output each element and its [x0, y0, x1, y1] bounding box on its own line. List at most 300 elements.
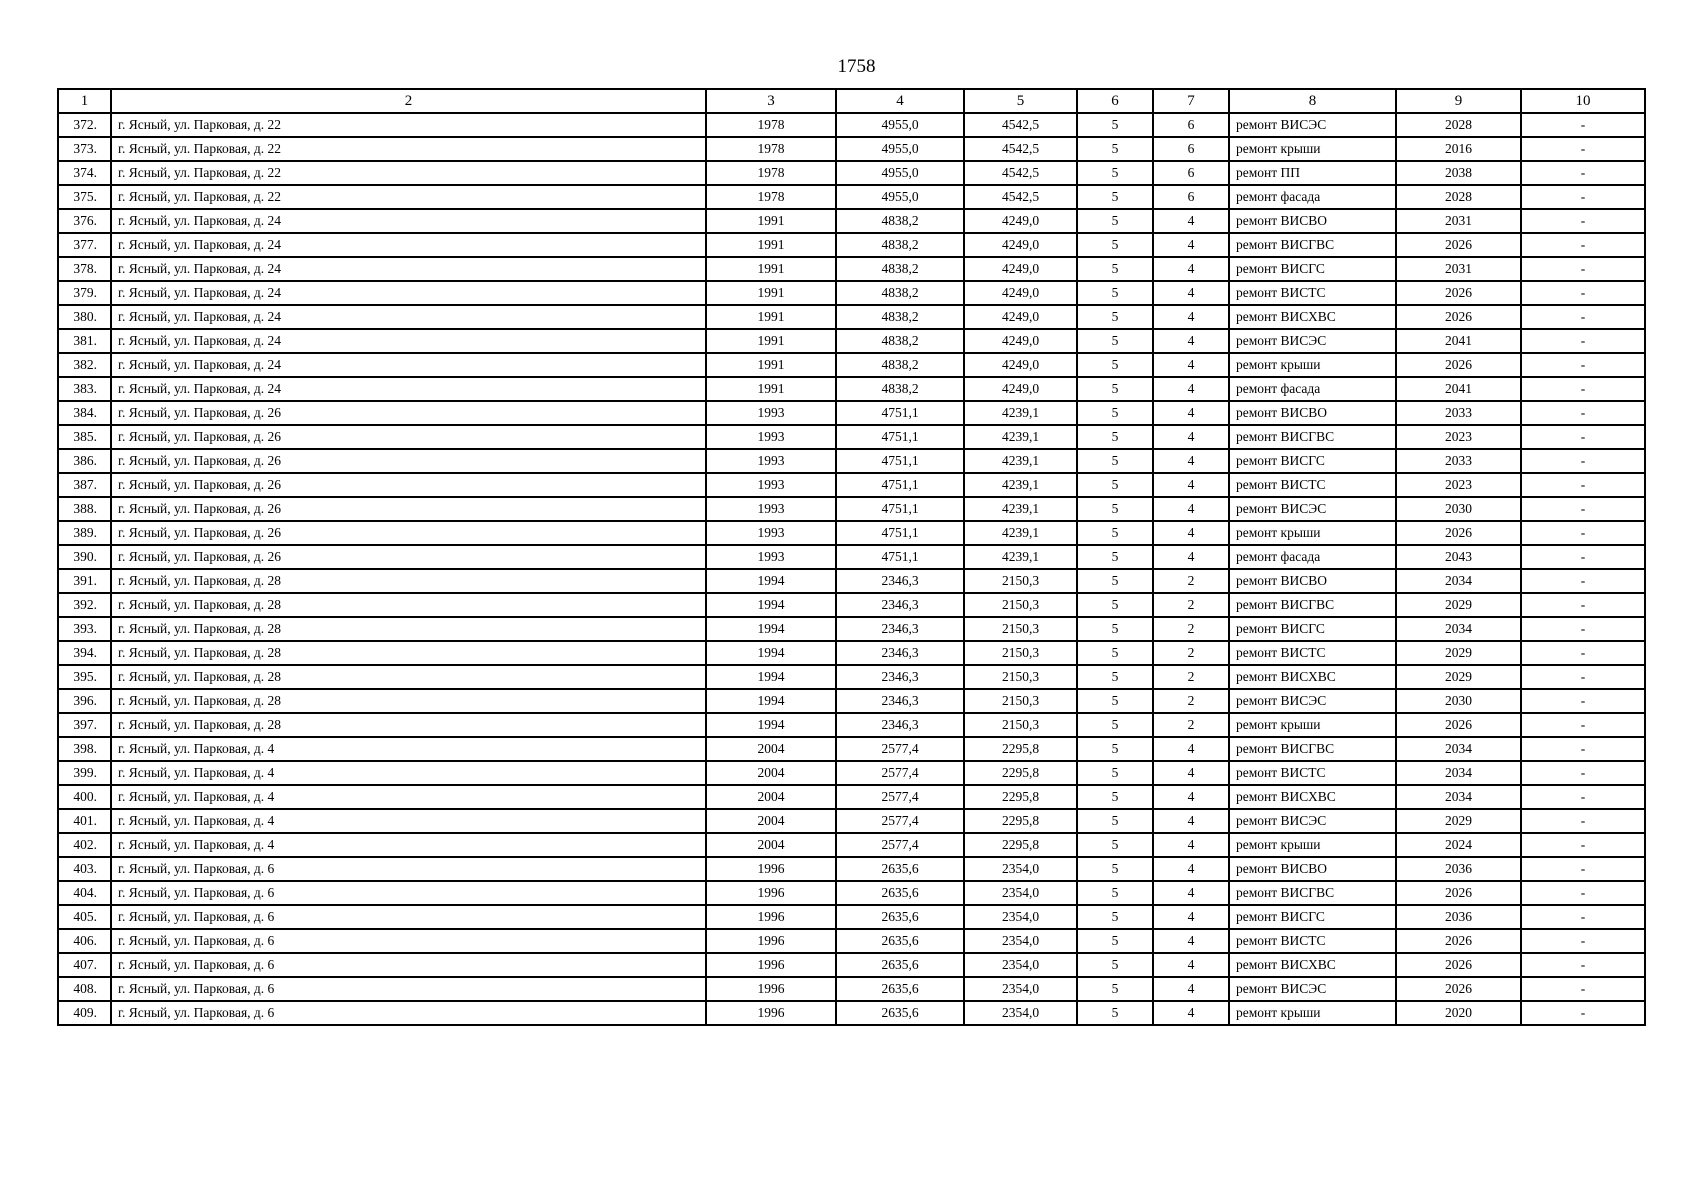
cell-row-number: 375.	[58, 185, 111, 209]
cell-planned-year: 2036	[1396, 857, 1521, 881]
cell-planned-year: 2029	[1396, 641, 1521, 665]
cell-work-type: ремонт ВИСВО	[1229, 401, 1396, 425]
cell-note: -	[1521, 137, 1645, 161]
cell-planned-year: 2026	[1396, 233, 1521, 257]
table-row	[58, 833, 1645, 857]
cell-living-area: 2295,8	[964, 785, 1077, 809]
cell-floors: 5	[1077, 545, 1153, 569]
cell-floors: 5	[1077, 401, 1153, 425]
cell-total-area: 4955,0	[836, 137, 964, 161]
cell-floors: 5	[1077, 257, 1153, 281]
table-row	[58, 953, 1645, 977]
cell-floors: 5	[1077, 689, 1153, 713]
cell-living-area: 2150,3	[964, 593, 1077, 617]
cell-total-area: 4838,2	[836, 257, 964, 281]
cell-entrances: 2	[1153, 569, 1229, 593]
cell-total-area: 2635,6	[836, 1001, 964, 1025]
cell-floors: 5	[1077, 377, 1153, 401]
cell-note: -	[1521, 185, 1645, 209]
cell-note: -	[1521, 377, 1645, 401]
cell-living-area: 2150,3	[964, 689, 1077, 713]
cell-row-number: 378.	[58, 257, 111, 281]
cell-note: -	[1521, 545, 1645, 569]
cell-entrances: 4	[1153, 209, 1229, 233]
cell-row-number: 394.	[58, 641, 111, 665]
cell-living-area: 4542,5	[964, 137, 1077, 161]
table-row	[58, 209, 1645, 233]
cell-planned-year: 2029	[1396, 665, 1521, 689]
cell-note: -	[1521, 785, 1645, 809]
cell-year-built: 1996	[706, 857, 836, 881]
cell-row-number: 379.	[58, 281, 111, 305]
table-row	[58, 785, 1645, 809]
cell-living-area: 4249,0	[964, 353, 1077, 377]
cell-entrances: 4	[1153, 833, 1229, 857]
cell-entrances: 4	[1153, 929, 1229, 953]
cell-year-built: 1993	[706, 545, 836, 569]
cell-total-area: 4955,0	[836, 161, 964, 185]
cell-row-number: 384.	[58, 401, 111, 425]
cell-living-area: 2150,3	[964, 641, 1077, 665]
cell-total-area: 2346,3	[836, 665, 964, 689]
cell-year-built: 1978	[706, 185, 836, 209]
cell-note: -	[1521, 233, 1645, 257]
cell-planned-year: 2024	[1396, 833, 1521, 857]
cell-address: г. Ясный, ул. Парковая, д. 6	[111, 929, 706, 953]
cell-planned-year: 2026	[1396, 353, 1521, 377]
cell-work-type: ремонт ВИСГВС	[1229, 737, 1396, 761]
cell-row-number: 407.	[58, 953, 111, 977]
cell-year-built: 1994	[706, 617, 836, 641]
column-header-2: 2	[111, 89, 706, 113]
cell-floors: 5	[1077, 473, 1153, 497]
cell-floors: 5	[1077, 161, 1153, 185]
cell-entrances: 4	[1153, 377, 1229, 401]
column-header-8: 8	[1229, 89, 1396, 113]
cell-note: -	[1521, 593, 1645, 617]
cell-living-area: 2150,3	[964, 665, 1077, 689]
cell-entrances: 4	[1153, 953, 1229, 977]
cell-living-area: 2150,3	[964, 569, 1077, 593]
cell-address: г. Ясный, ул. Парковая, д. 26	[111, 401, 706, 425]
cell-year-built: 1991	[706, 329, 836, 353]
cell-living-area: 2295,8	[964, 809, 1077, 833]
cell-total-area: 4955,0	[836, 113, 964, 137]
cell-row-number: 396.	[58, 689, 111, 713]
cell-row-number: 386.	[58, 449, 111, 473]
table-row	[58, 737, 1645, 761]
cell-note: -	[1521, 329, 1645, 353]
cell-row-number: 409.	[58, 1001, 111, 1025]
cell-work-type: ремонт фасада	[1229, 377, 1396, 401]
table-body	[58, 113, 1645, 1025]
cell-address: г. Ясный, ул. Парковая, д. 28	[111, 593, 706, 617]
cell-floors: 5	[1077, 857, 1153, 881]
cell-note: -	[1521, 449, 1645, 473]
cell-planned-year: 2041	[1396, 377, 1521, 401]
cell-floors: 5	[1077, 569, 1153, 593]
table-row	[58, 281, 1645, 305]
cell-entrances: 4	[1153, 329, 1229, 353]
table-row	[58, 569, 1645, 593]
cell-entrances: 4	[1153, 809, 1229, 833]
table-row	[58, 305, 1645, 329]
cell-year-built: 1978	[706, 137, 836, 161]
cell-row-number: 401.	[58, 809, 111, 833]
cell-year-built: 1996	[706, 881, 836, 905]
cell-living-area: 2354,0	[964, 977, 1077, 1001]
cell-year-built: 1978	[706, 113, 836, 137]
cell-entrances: 4	[1153, 497, 1229, 521]
cell-year-built: 2004	[706, 761, 836, 785]
table-row	[58, 377, 1645, 401]
cell-living-area: 4239,1	[964, 545, 1077, 569]
cell-floors: 5	[1077, 665, 1153, 689]
cell-note: -	[1521, 305, 1645, 329]
repair-schedule-table	[57, 88, 1646, 1026]
cell-entrances: 4	[1153, 761, 1229, 785]
cell-entrances: 4	[1153, 881, 1229, 905]
cell-total-area: 4838,2	[836, 281, 964, 305]
cell-note: -	[1521, 809, 1645, 833]
cell-note: -	[1521, 761, 1645, 785]
cell-living-area: 2354,0	[964, 953, 1077, 977]
cell-entrances: 2	[1153, 689, 1229, 713]
cell-work-type: ремонт ВИСГВС	[1229, 593, 1396, 617]
cell-note: -	[1521, 209, 1645, 233]
table-row	[58, 329, 1645, 353]
cell-address: г. Ясный, ул. Парковая, д. 22	[111, 185, 706, 209]
cell-year-built: 1978	[706, 161, 836, 185]
cell-floors: 5	[1077, 809, 1153, 833]
cell-floors: 5	[1077, 881, 1153, 905]
cell-row-number: 390.	[58, 545, 111, 569]
cell-row-number: 392.	[58, 593, 111, 617]
cell-total-area: 2346,3	[836, 569, 964, 593]
cell-planned-year: 2036	[1396, 905, 1521, 929]
cell-floors: 5	[1077, 713, 1153, 737]
cell-row-number: 377.	[58, 233, 111, 257]
cell-note: -	[1521, 713, 1645, 737]
cell-note: -	[1521, 977, 1645, 1001]
cell-row-number: 403.	[58, 857, 111, 881]
cell-address: г. Ясный, ул. Парковая, д. 26	[111, 449, 706, 473]
column-header-3: 3	[706, 89, 836, 113]
table-row	[58, 641, 1645, 665]
cell-work-type: ремонт ВИСЭС	[1229, 329, 1396, 353]
cell-floors: 5	[1077, 929, 1153, 953]
cell-work-type: ремонт ВИСЭС	[1229, 113, 1396, 137]
cell-entrances: 2	[1153, 641, 1229, 665]
cell-floors: 5	[1077, 617, 1153, 641]
cell-total-area: 2577,4	[836, 833, 964, 857]
cell-row-number: 385.	[58, 425, 111, 449]
cell-row-number: 393.	[58, 617, 111, 641]
cell-work-type: ремонт ВИСГС	[1229, 257, 1396, 281]
cell-year-built: 1996	[706, 1001, 836, 1025]
cell-planned-year: 2034	[1396, 761, 1521, 785]
cell-year-built: 1991	[706, 305, 836, 329]
cell-work-type: ремонт ВИСЭС	[1229, 689, 1396, 713]
cell-floors: 5	[1077, 353, 1153, 377]
cell-living-area: 4239,1	[964, 401, 1077, 425]
table-row	[58, 761, 1645, 785]
cell-planned-year: 2026	[1396, 929, 1521, 953]
cell-year-built: 1991	[706, 377, 836, 401]
cell-total-area: 4838,2	[836, 353, 964, 377]
cell-floors: 5	[1077, 305, 1153, 329]
cell-planned-year: 2026	[1396, 281, 1521, 305]
cell-work-type: ремонт ВИСХВС	[1229, 953, 1396, 977]
cell-work-type: ремонт крыши	[1229, 353, 1396, 377]
cell-year-built: 1994	[706, 665, 836, 689]
cell-note: -	[1521, 905, 1645, 929]
cell-entrances: 4	[1153, 233, 1229, 257]
cell-note: -	[1521, 737, 1645, 761]
cell-entrances: 4	[1153, 305, 1229, 329]
cell-year-built: 1994	[706, 689, 836, 713]
cell-row-number: 405.	[58, 905, 111, 929]
cell-planned-year: 2026	[1396, 305, 1521, 329]
cell-work-type: ремонт крыши	[1229, 137, 1396, 161]
cell-address: г. Ясный, ул. Парковая, д. 24	[111, 353, 706, 377]
cell-year-built: 1991	[706, 281, 836, 305]
cell-floors: 5	[1077, 113, 1153, 137]
cell-living-area: 2150,3	[964, 617, 1077, 641]
cell-total-area: 4838,2	[836, 329, 964, 353]
table-row	[58, 713, 1645, 737]
cell-living-area: 4239,1	[964, 521, 1077, 545]
cell-planned-year: 2029	[1396, 593, 1521, 617]
cell-living-area: 2354,0	[964, 905, 1077, 929]
cell-living-area: 2354,0	[964, 1001, 1077, 1025]
cell-total-area: 2635,6	[836, 929, 964, 953]
cell-entrances: 4	[1153, 449, 1229, 473]
cell-floors: 5	[1077, 833, 1153, 857]
cell-note: -	[1521, 881, 1645, 905]
table-row	[58, 593, 1645, 617]
cell-work-type: ремонт ВИСХВС	[1229, 305, 1396, 329]
cell-address: г. Ясный, ул. Парковая, д. 26	[111, 425, 706, 449]
cell-year-built: 1996	[706, 953, 836, 977]
cell-row-number: 372.	[58, 113, 111, 137]
cell-address: г. Ясный, ул. Парковая, д. 28	[111, 665, 706, 689]
cell-address: г. Ясный, ул. Парковая, д. 28	[111, 569, 706, 593]
cell-work-type: ремонт ВИСЭС	[1229, 809, 1396, 833]
cell-work-type: ремонт ПП	[1229, 161, 1396, 185]
cell-year-built: 1996	[706, 977, 836, 1001]
cell-year-built: 2004	[706, 737, 836, 761]
cell-total-area: 2346,3	[836, 713, 964, 737]
cell-total-area: 2346,3	[836, 689, 964, 713]
cell-total-area: 2635,6	[836, 977, 964, 1001]
cell-floors: 5	[1077, 185, 1153, 209]
cell-year-built: 1993	[706, 521, 836, 545]
cell-work-type: ремонт ВИСЭС	[1229, 497, 1396, 521]
cell-note: -	[1521, 665, 1645, 689]
cell-entrances: 6	[1153, 185, 1229, 209]
cell-entrances: 4	[1153, 905, 1229, 929]
cell-address: г. Ясный, ул. Парковая, д. 28	[111, 689, 706, 713]
cell-address: г. Ясный, ул. Парковая, д. 6	[111, 977, 706, 1001]
cell-planned-year: 2016	[1396, 137, 1521, 161]
cell-entrances: 2	[1153, 593, 1229, 617]
cell-entrances: 4	[1153, 977, 1229, 1001]
cell-total-area: 2577,4	[836, 761, 964, 785]
cell-living-area: 2150,3	[964, 713, 1077, 737]
cell-work-type: ремонт ВИСГВС	[1229, 233, 1396, 257]
cell-entrances: 4	[1153, 545, 1229, 569]
cell-address: г. Ясный, ул. Парковая, д. 24	[111, 329, 706, 353]
column-header-5: 5	[964, 89, 1077, 113]
cell-floors: 5	[1077, 425, 1153, 449]
table-row	[58, 473, 1645, 497]
cell-living-area: 4249,0	[964, 281, 1077, 305]
table-row	[58, 185, 1645, 209]
cell-note: -	[1521, 617, 1645, 641]
table-row	[58, 905, 1645, 929]
cell-address: г. Ясный, ул. Парковая, д. 4	[111, 761, 706, 785]
cell-row-number: 406.	[58, 929, 111, 953]
cell-entrances: 4	[1153, 785, 1229, 809]
column-header-10: 10	[1521, 89, 1645, 113]
cell-planned-year: 2031	[1396, 209, 1521, 233]
cell-living-area: 2295,8	[964, 737, 1077, 761]
cell-entrances: 4	[1153, 737, 1229, 761]
cell-row-number: 387.	[58, 473, 111, 497]
cell-address: г. Ясный, ул. Парковая, д. 24	[111, 305, 706, 329]
cell-planned-year: 2034	[1396, 617, 1521, 641]
cell-entrances: 4	[1153, 857, 1229, 881]
cell-planned-year: 2034	[1396, 569, 1521, 593]
cell-note: -	[1521, 281, 1645, 305]
cell-year-built: 1993	[706, 401, 836, 425]
cell-row-number: 408.	[58, 977, 111, 1001]
cell-living-area: 4542,5	[964, 161, 1077, 185]
cell-floors: 5	[1077, 761, 1153, 785]
cell-living-area: 4249,0	[964, 329, 1077, 353]
cell-total-area: 4751,1	[836, 521, 964, 545]
cell-note: -	[1521, 857, 1645, 881]
cell-living-area: 2354,0	[964, 929, 1077, 953]
cell-address: г. Ясный, ул. Парковая, д. 26	[111, 473, 706, 497]
cell-work-type: ремонт ВИСХВС	[1229, 665, 1396, 689]
cell-floors: 5	[1077, 593, 1153, 617]
cell-address: г. Ясный, ул. Парковая, д. 4	[111, 737, 706, 761]
cell-row-number: 397.	[58, 713, 111, 737]
cell-planned-year: 2023	[1396, 473, 1521, 497]
column-header-6: 6	[1077, 89, 1153, 113]
cell-living-area: 4239,1	[964, 449, 1077, 473]
cell-living-area: 4239,1	[964, 497, 1077, 521]
cell-work-type: ремонт ВИСВО	[1229, 209, 1396, 233]
cell-entrances: 2	[1153, 617, 1229, 641]
cell-entrances: 4	[1153, 353, 1229, 377]
cell-planned-year: 2028	[1396, 113, 1521, 137]
cell-work-type: ремонт фасада	[1229, 545, 1396, 569]
cell-note: -	[1521, 497, 1645, 521]
cell-planned-year: 2026	[1396, 977, 1521, 1001]
cell-total-area: 2635,6	[836, 953, 964, 977]
cell-year-built: 2004	[706, 833, 836, 857]
cell-total-area: 2635,6	[836, 857, 964, 881]
cell-row-number: 381.	[58, 329, 111, 353]
cell-year-built: 1991	[706, 233, 836, 257]
cell-living-area: 2295,8	[964, 761, 1077, 785]
cell-planned-year: 2026	[1396, 713, 1521, 737]
cell-address: г. Ясный, ул. Парковая, д. 22	[111, 137, 706, 161]
cell-planned-year: 2026	[1396, 953, 1521, 977]
cell-address: г. Ясный, ул. Парковая, д. 6	[111, 881, 706, 905]
cell-year-built: 1991	[706, 257, 836, 281]
cell-note: -	[1521, 641, 1645, 665]
cell-total-area: 4838,2	[836, 233, 964, 257]
cell-note: -	[1521, 425, 1645, 449]
cell-work-type: ремонт крыши	[1229, 521, 1396, 545]
cell-note: -	[1521, 953, 1645, 977]
cell-year-built: 1991	[706, 353, 836, 377]
cell-year-built: 1994	[706, 641, 836, 665]
cell-row-number: 383.	[58, 377, 111, 401]
cell-planned-year: 2026	[1396, 881, 1521, 905]
table-row	[58, 497, 1645, 521]
header-row	[58, 89, 1645, 113]
cell-total-area: 4751,1	[836, 497, 964, 521]
cell-address: г. Ясный, ул. Парковая, д. 6	[111, 905, 706, 929]
cell-living-area: 4239,1	[964, 425, 1077, 449]
cell-year-built: 1994	[706, 713, 836, 737]
cell-floors: 5	[1077, 905, 1153, 929]
cell-floors: 5	[1077, 233, 1153, 257]
table-row	[58, 929, 1645, 953]
cell-work-type: ремонт ВИСТС	[1229, 641, 1396, 665]
cell-planned-year: 2038	[1396, 161, 1521, 185]
cell-year-built: 1993	[706, 425, 836, 449]
cell-work-type: ремонт ВИСВО	[1229, 857, 1396, 881]
cell-floors: 5	[1077, 737, 1153, 761]
cell-work-type: ремонт ВИСГС	[1229, 617, 1396, 641]
cell-note: -	[1521, 689, 1645, 713]
cell-total-area: 2346,3	[836, 641, 964, 665]
cell-floors: 5	[1077, 521, 1153, 545]
table-row	[58, 977, 1645, 1001]
cell-row-number: 398.	[58, 737, 111, 761]
cell-work-type: ремонт крыши	[1229, 833, 1396, 857]
cell-total-area: 2577,4	[836, 809, 964, 833]
cell-note: -	[1521, 113, 1645, 137]
table-row	[58, 1001, 1645, 1025]
cell-floors: 5	[1077, 329, 1153, 353]
cell-row-number: 376.	[58, 209, 111, 233]
cell-total-area: 2577,4	[836, 785, 964, 809]
cell-entrances: 4	[1153, 401, 1229, 425]
cell-planned-year: 2023	[1396, 425, 1521, 449]
column-header-4: 4	[836, 89, 964, 113]
cell-address: г. Ясный, ул. Парковая, д. 24	[111, 233, 706, 257]
cell-total-area: 4751,1	[836, 473, 964, 497]
cell-entrances: 4	[1153, 1001, 1229, 1025]
cell-note: -	[1521, 161, 1645, 185]
cell-living-area: 4542,5	[964, 113, 1077, 137]
cell-total-area: 2635,6	[836, 905, 964, 929]
cell-address: г. Ясный, ул. Парковая, д. 28	[111, 713, 706, 737]
cell-address: г. Ясный, ул. Парковая, д. 4	[111, 833, 706, 857]
cell-total-area: 2635,6	[836, 881, 964, 905]
cell-note: -	[1521, 401, 1645, 425]
cell-row-number: 399.	[58, 761, 111, 785]
cell-address: г. Ясный, ул. Парковая, д. 4	[111, 809, 706, 833]
cell-living-area: 4249,0	[964, 377, 1077, 401]
